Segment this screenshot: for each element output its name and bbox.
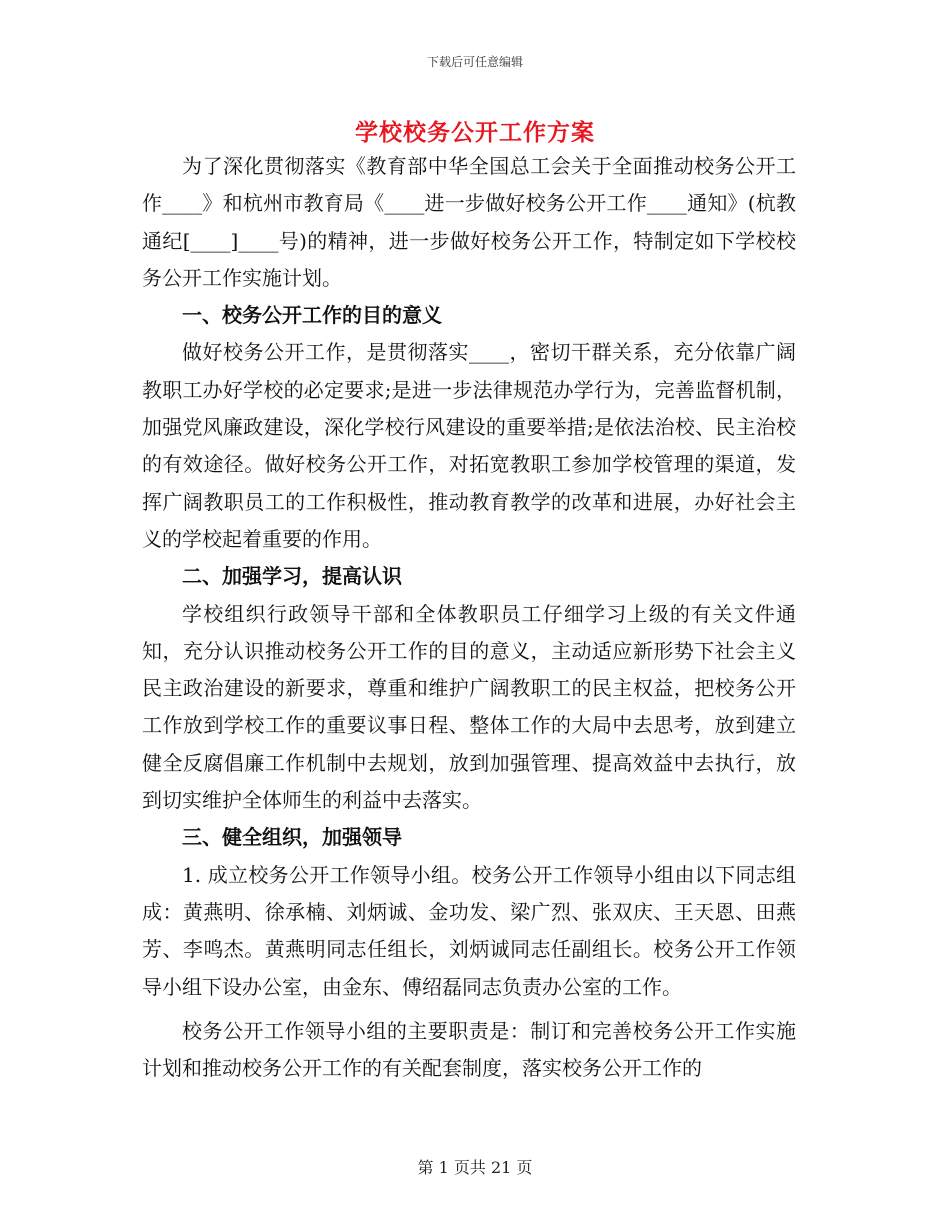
section-paragraph: 1. 成立校务公开工作领导小组。校务公开工作领导小组由以下同志组成：黄燕明、徐承楠、刘炳诚、金功发、梁广烈、张双庆、王天恩、田燕芳、李鸣杰。黄燕明同志任组长，刘炳诚同志任副组长。校务公开工作领导小组下设办公室，由金东、傅绍磊同志负责办公室的工作。 (142, 862, 796, 999)
section-heading-study: 二、加强学习，提高认识 (182, 564, 402, 589)
page-header-note: 下载后可任意编辑 (426, 55, 523, 69)
document-body (142, 148, 796, 1087)
section-paragraph: 学校组织行政领导干部和全体教职员工仔细学习上级的有关文件通知，充分认识推动校务公开工作的目的意义，主动适应新形势下社会主义民主政治建设的新要求，尊重和维护广阔教职工的民主权益，把校务公开工作放到学校工作的重要议事日程、整体工作的大局中去思考，放到建立健全反腐倡廉工作机制中去规划，放到加强管理、提高效益中去执行，放到切实维护全体师生的利益中去落实。 (142, 601, 796, 813)
section-heading-purpose: 一、校务公开工作的目的意义 (182, 303, 442, 328)
intro-paragraph: 为了深化贯彻落实《教育部中华全国总工会关于全面推动校务公开工作____》和杭州市教育局《____进一步做好校务公开工作____通知》(杭教通纪[____]____号)的精神，进一步做好校务公开工作，特制定如下学校校务公开工作实施计划。 (142, 154, 796, 290)
section-heading-organization: 三、健全组织，加强领导 (182, 825, 402, 850)
document-title: 学校校务公开工作方案 (355, 119, 595, 146)
section-paragraph: 做好校务公开工作，是贯彻落实____，密切干群关系，充分依靠广阔教职工办好学校的必定要求;是进一步法律规范办学行为，完善监督机制，加强党风廉政建设，深化学校行风建设的重要举措;是依法治校、民主治校的有效途径。做好校务公开工作，对拓宽教职工参加学校管理的渠道，发挥广阔教职员工的工作积极性，推动教育教学的改革和进展，办好社会主义的学校起着重要的作用。 (142, 340, 796, 551)
section-paragraph: 校务公开工作领导小组的主要职责是：制订和完善校务公开工作实施计划和推动校务公开工作的有关配套制度，落实校务公开工作的 (142, 1018, 796, 1081)
page-number: 第 1 页共 21 页 (417, 1158, 533, 1177)
